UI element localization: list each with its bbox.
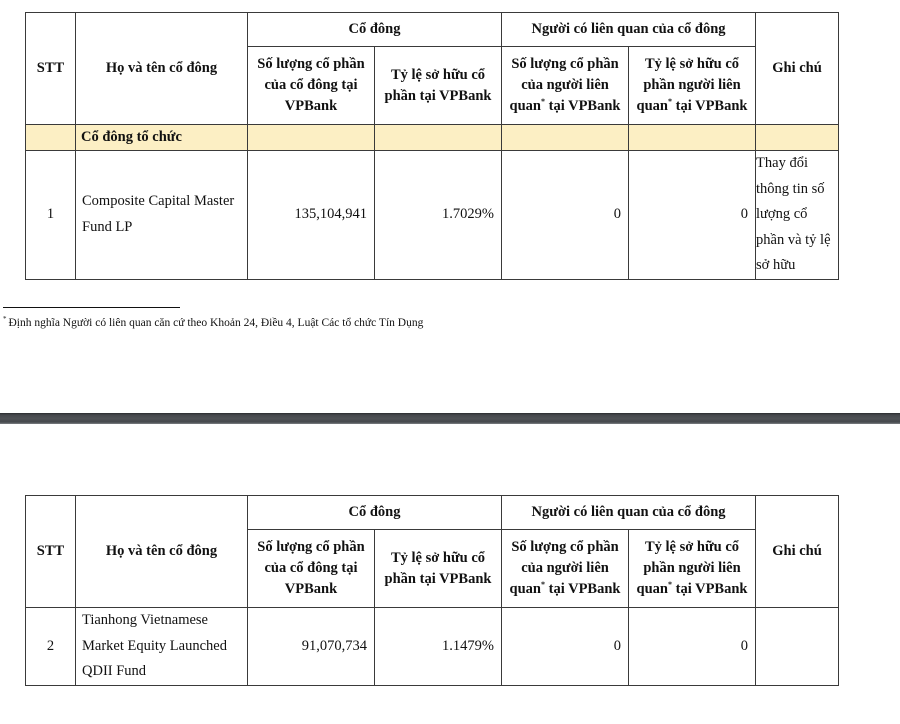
header-ratio-line1: Tỷ lệ sở hữu cổ	[390, 549, 486, 566]
header-group-related: Người có liên quan của cổ đông	[502, 13, 756, 47]
group-row-empty-cell	[248, 125, 375, 151]
header-group-related: Người có liên quan của cổ đông	[502, 496, 756, 530]
header-row-groups	[26, 496, 839, 530]
cell-related-shares: 0	[502, 608, 629, 686]
table-row	[26, 608, 839, 686]
header-related-ratio-line3	[629, 96, 755, 117]
header-ratio-line2: phần tại VPBank	[384, 87, 492, 104]
footnote-divider	[3, 307, 180, 308]
header-group-shareholder: Cổ đông	[248, 13, 502, 47]
group-row-empty-cell	[756, 125, 839, 151]
cell-note-line: thông tin số	[756, 180, 825, 197]
header-note: Ghi chú	[756, 496, 839, 608]
header-name: Họ và tên cổ đông	[76, 13, 248, 125]
header-stt: STT	[26, 496, 76, 608]
cell-name	[76, 608, 248, 686]
header-group-shareholder: Cổ đông	[248, 496, 502, 530]
table-row	[26, 151, 839, 280]
cell-stt: 2	[26, 608, 76, 686]
cell-note-line: Thay đổi	[756, 155, 808, 171]
footnote-marker: *	[668, 97, 672, 107]
footnote-marker: *	[668, 580, 672, 590]
footnote-marker: *	[541, 97, 545, 107]
header-shares-line1: Số lượng cổ phần	[257, 539, 365, 555]
cell-note-line: sở hữu	[756, 257, 796, 273]
header-text: quan	[509, 98, 541, 114]
header-text: quan	[636, 98, 668, 114]
cell-name-line1: Composite Capital Master	[82, 193, 235, 210]
header-related-shares-line2: của người liên	[521, 560, 609, 576]
footnote-marker: *	[3, 315, 7, 323]
header-related-ratio-line2: phần người liên	[643, 77, 741, 93]
header-ratio-line1: Tỷ lệ sở hữu cổ	[390, 66, 486, 83]
header-related-shares-line3	[502, 579, 628, 600]
header-shares-line3: VPBank	[284, 98, 338, 114]
footnote	[3, 315, 423, 329]
cell-shares: 91,070,734	[248, 608, 375, 686]
cell-name-line2: Fund LP	[82, 218, 133, 235]
header-related-shares-line3	[502, 96, 628, 117]
header-related-ratio-line1: Tỷ lệ sở hữu cổ	[644, 539, 740, 555]
header-related-shares	[502, 530, 629, 608]
group-row-empty-cell	[375, 125, 502, 151]
group-row-institutional	[26, 125, 839, 151]
cell-ratio: 1.1479%	[375, 608, 502, 686]
header-note: Ghi chú	[756, 13, 839, 125]
header-text: tại VPBank	[672, 98, 748, 114]
header-shares-line1: Số lượng cổ phần	[257, 56, 365, 72]
header-related-ratio-line1: Tỷ lệ sở hữu cổ	[644, 56, 740, 72]
cell-related-shares: 0	[502, 151, 629, 280]
header-text: tại VPBank	[545, 581, 621, 597]
header-related-shares	[502, 47, 629, 125]
header-shares-line3: VPBank	[284, 581, 338, 597]
header-shares	[248, 530, 375, 608]
header-text: quan	[636, 581, 668, 597]
header-related-ratio	[629, 530, 756, 608]
cell-note-line: phần và tỷ lệ	[756, 231, 831, 248]
group-row-label: Cổ đông tổ chức	[76, 125, 248, 151]
cell-ratio: 1.7029%	[375, 151, 502, 280]
cell-note-line: lượng cổ	[756, 206, 808, 222]
header-ratio	[375, 47, 502, 125]
footnote-text: Định nghĩa Người có liên quan căn cứ theo Khoản 24, Điều 4, Luật Các tổ chức Tín Dụng	[8, 316, 424, 329]
cell-shares: 135,104,941	[248, 151, 375, 280]
header-text: quan	[509, 581, 541, 597]
header-row-groups	[26, 13, 839, 47]
shareholder-table-2	[25, 495, 839, 686]
header-ratio-line2: phần tại VPBank	[384, 570, 492, 587]
shareholder-table-1	[25, 12, 839, 280]
header-related-shares-line1: Số lượng cổ phần	[511, 56, 619, 72]
header-stt: STT	[26, 13, 76, 125]
page-separator	[0, 413, 900, 424]
cell-related-ratio: 0	[629, 151, 756, 280]
group-row-stt-cell	[26, 125, 76, 151]
header-ratio	[375, 530, 502, 608]
header-related-ratio-line2: phần người liên	[643, 560, 741, 576]
header-related-shares-line1: Số lượng cổ phần	[511, 539, 619, 555]
header-text: tại VPBank	[672, 581, 748, 597]
cell-name-line2: Market Equity Launched	[82, 637, 227, 654]
group-row-empty-cell	[629, 125, 756, 151]
cell-stt: 1	[26, 151, 76, 280]
header-related-ratio-line3	[629, 579, 755, 600]
header-shares-line2: của cổ đông tại	[264, 77, 358, 93]
header-text: tại VPBank	[545, 98, 621, 114]
cell-note	[756, 608, 839, 686]
header-shares	[248, 47, 375, 125]
group-row-empty-cell	[502, 125, 629, 151]
cell-note	[756, 151, 839, 280]
header-related-shares-line2: của người liên	[521, 77, 609, 93]
footnote-marker: *	[541, 580, 545, 590]
header-shares-line2: của cổ đông tại	[264, 560, 358, 576]
cell-name-line1: Tianhong Vietnamese	[82, 612, 208, 629]
cell-related-ratio: 0	[629, 608, 756, 686]
header-related-ratio	[629, 47, 756, 125]
cell-name-line3: QDII Fund	[82, 663, 147, 680]
cell-name	[76, 151, 248, 280]
header-name: Họ và tên cổ đông	[76, 496, 248, 608]
